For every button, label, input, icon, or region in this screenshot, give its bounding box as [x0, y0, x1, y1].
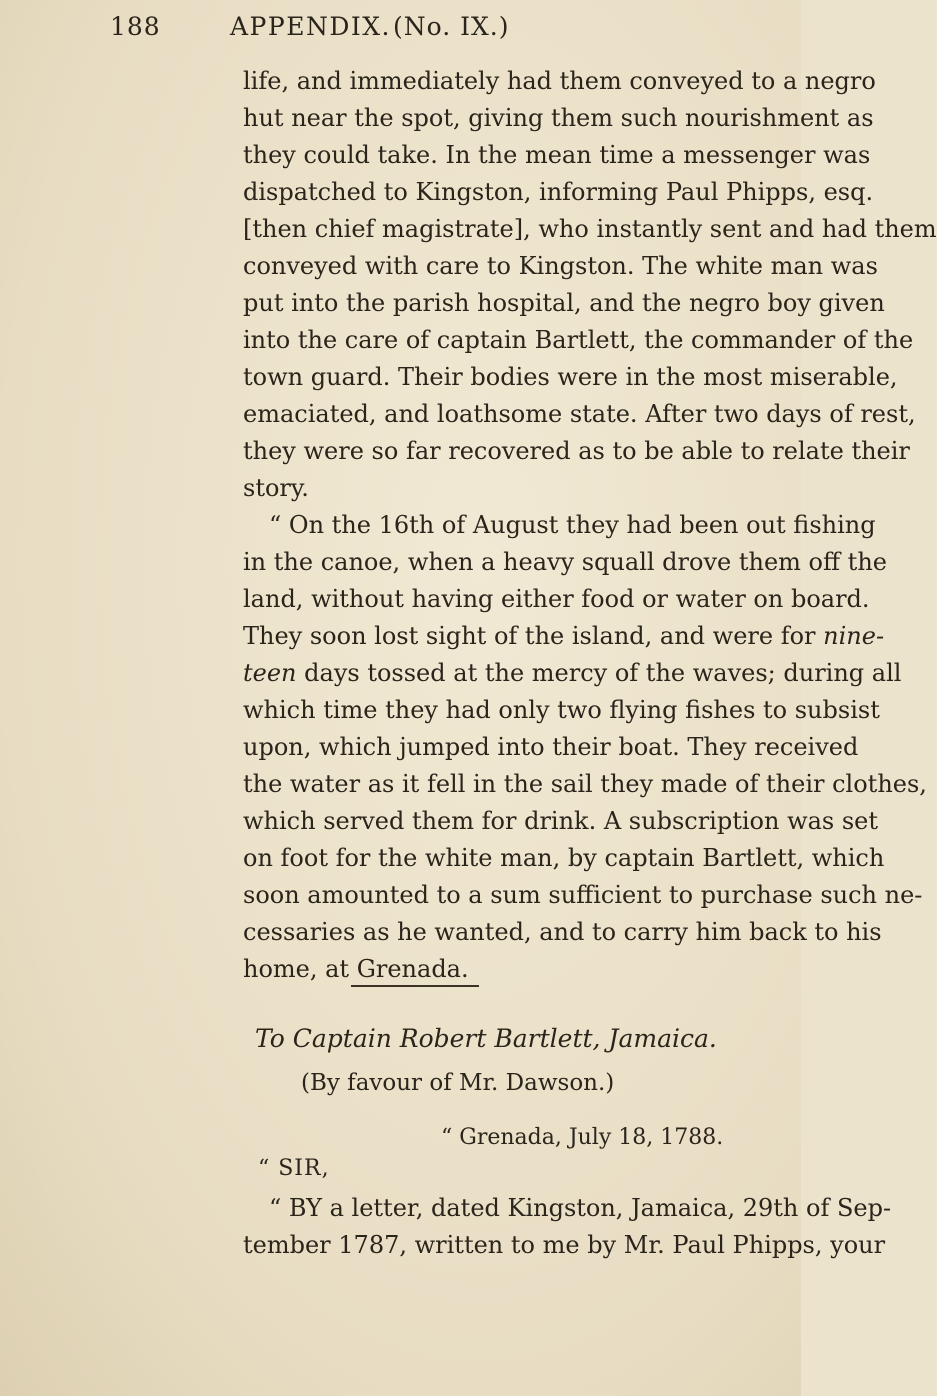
- text-line: cessaries as he wanted, and to carry him back to his: [243, 918, 882, 946]
- text-line: conveyed with care to Kingston. The white man was: [243, 252, 878, 280]
- text-line: [then chief magistrate], who instantly sent and had them: [243, 215, 937, 243]
- text-line: tember 1787, written to me by Mr. Paul Phipps, your: [243, 1231, 886, 1259]
- section-divider: [351, 985, 479, 987]
- text-line: they could take. In the mean time a messenger was: [243, 141, 871, 169]
- text-line: the water as it fell in the sail they made of their clothes,: [243, 770, 927, 798]
- text-line: land, without having either food or water on board.: [243, 585, 870, 613]
- text-line: put into the parish hospital, and the negro boy given: [243, 289, 885, 317]
- text-line: which served them for drink. A subscription was set: [243, 807, 879, 835]
- text-line: [243, 1190, 892, 1227]
- text-line: hut near the spot, giving them such nourishment as: [243, 104, 874, 132]
- letter-dateline: “ Grenada, July 18, 1788.: [441, 1125, 724, 1150]
- text-line: into the care of captain Bartlett, the commander of the: [243, 326, 914, 354]
- letter-salutation: “ SIR,: [258, 1156, 330, 1181]
- text-line: home, at Grenada.: [243, 955, 469, 983]
- letter-favour-note: (By favour of Mr. Dawson.): [301, 1070, 615, 1096]
- text-line: story.: [243, 474, 309, 502]
- header-section: (No. IX.): [393, 12, 510, 41]
- text-line: [243, 618, 885, 655]
- italic-fragment: teen: [243, 659, 297, 687]
- text-line: “ On the 16th of August they had been out fishing: [269, 511, 876, 539]
- text-line: in the canoe, when a heavy squall drove them off the: [243, 548, 887, 576]
- text-line: life, and immediately had them conveyed to a negro: [243, 67, 876, 95]
- letter-address: To Captain Robert Bartlett, Jamaica.: [255, 1024, 717, 1053]
- page-number: 188: [110, 12, 161, 41]
- text-line: dispatched to Kingston, informing Paul Phipps, esq.: [243, 178, 874, 206]
- text-line: which time they had only two flying fishes to subsist: [243, 696, 880, 724]
- text-line: upon, which jumped into their boat. They received: [243, 733, 859, 761]
- text-line-part: days tossed at the mercy of the waves; during all: [304, 659, 902, 687]
- text-line-part: a letter, dated Kingston, Jamaica, 29th of Sep-: [321, 1194, 892, 1222]
- running-header: [110, 12, 670, 52]
- text-line: [243, 655, 902, 692]
- body-text: [243, 63, 937, 988]
- letter-opening-word: “ BY: [269, 1194, 322, 1222]
- text-line: on foot for the white man, by captain Bartlett, which: [243, 844, 885, 872]
- text-line: soon amounted to a sum sufficient to purchase such ne-: [243, 881, 923, 909]
- text-line-part: They soon lost sight of the island, and were for: [243, 622, 816, 650]
- text-line: they were so far recovered as to be able to relate their: [243, 437, 910, 465]
- letter-body: [243, 1190, 892, 1264]
- text-line: emaciated, and loathsome state. After two days of rest,: [243, 400, 916, 428]
- header-title: APPENDIX.: [230, 12, 391, 41]
- italic-fragment: nine-: [823, 622, 885, 650]
- text-line: town guard. Their bodies were in the most miserable,: [243, 363, 898, 391]
